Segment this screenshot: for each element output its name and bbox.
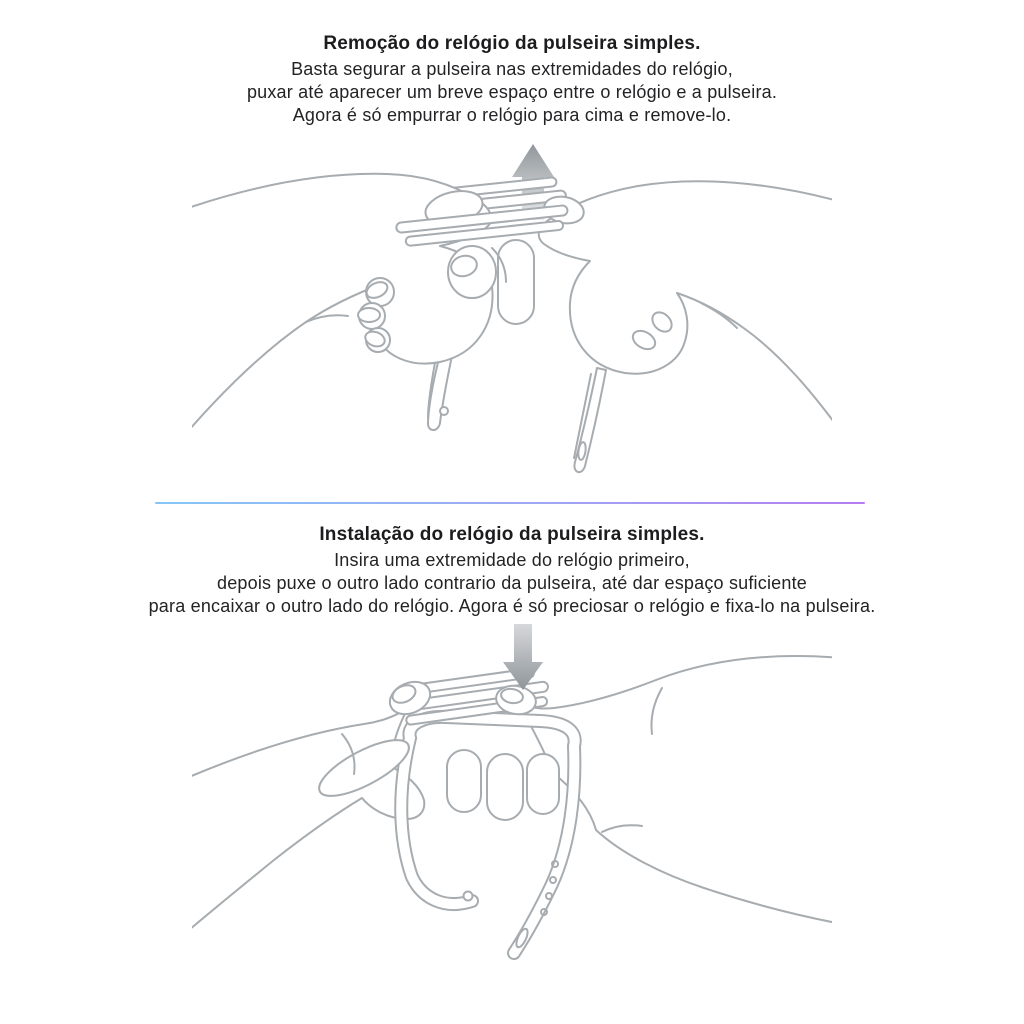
curled-fingers [447, 750, 559, 820]
loop-strap-pin [464, 892, 473, 901]
removal-text-block [0, 33, 1024, 127]
strap-pin [440, 407, 448, 415]
installation-text-block [0, 524, 1024, 618]
right-hand [518, 656, 832, 924]
hanging-strap-right [574, 368, 606, 472]
removal-illustration [192, 140, 832, 480]
installation-line-1: Insira uma extremidade do relógio primeiro, [334, 550, 690, 570]
removal-line-2: puxar até aparecer um breve espaço entre o relógio e a pulseira. [246, 82, 778, 102]
installation-line-2: depois puxe o outro lado contrario da pulseira, até dar espaço suficiente [217, 573, 807, 593]
removal-title: Remoção do relógio da pulseira simples. [323, 33, 701, 54]
installation-line-3: para encaixar o outro lado do relógio. Agora é só preciosar o relógio e fixa-lo na pulseira. [148, 596, 876, 616]
left-hand [192, 174, 493, 438]
removal-line-1: Basta segurar a pulseira nas extremidades do relógio, [291, 59, 733, 79]
hands-removing-watch-drawing [192, 140, 832, 480]
installation-title: Instalação do relógio da pulseira simples. [319, 524, 705, 545]
middle-finger [498, 240, 534, 324]
section-divider [155, 502, 865, 504]
hands-installing-watch-drawing [192, 622, 832, 1012]
removal-line-3: Agora é só empurrar o relógio para cima e remove-lo. [292, 105, 732, 125]
installation-illustration [192, 622, 832, 1012]
right-hand [539, 181, 832, 433]
